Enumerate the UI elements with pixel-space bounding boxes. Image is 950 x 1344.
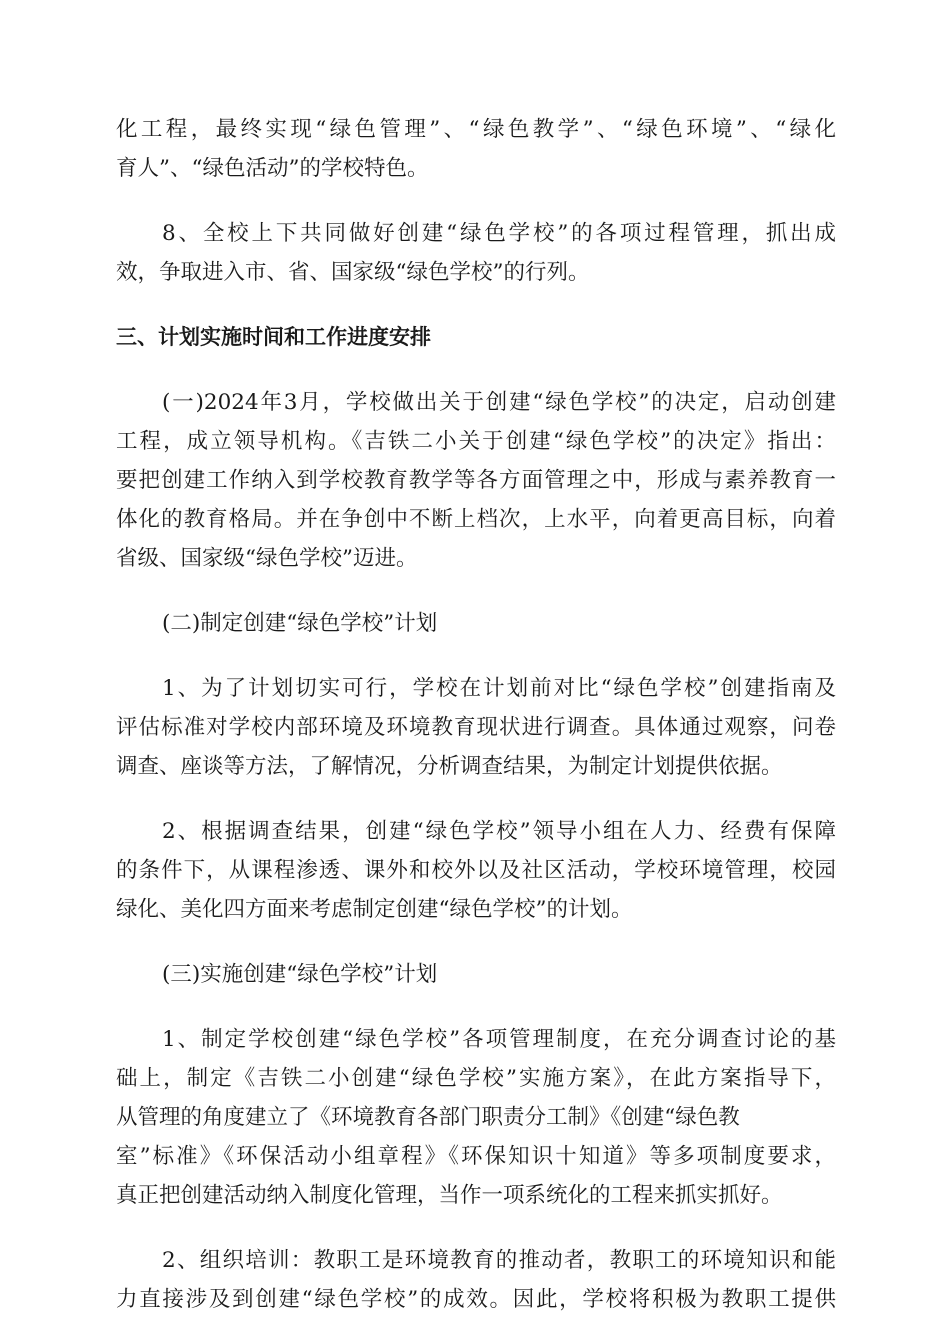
text-line: 从管理的角度建立了《环境教育各部门职责分工制》《创建“绿色教 xyxy=(116,1105,740,1130)
text-line: 1、为了计划切实可行，学校在计划前对比“绿色学校”创建指南及 xyxy=(162,676,836,701)
text-line: 室”标准》《环保活动小组章程》《环保知识十知道》等多项制度要求， xyxy=(116,1144,836,1169)
text-line: 力直接涉及到创建“绿色学校”的成效。因此，学校将积极为教职工提供 xyxy=(116,1287,836,1312)
text-line: 1、制定学校创建“绿色学校”各项管理制度，在充分调查讨论的基 xyxy=(162,1027,836,1052)
text-line: (三)实施创建“绿色学校”计划 xyxy=(162,962,438,987)
text-line: 8、全校上下共同做好创建“绿色学校”的各项过程管理，抓出成 xyxy=(162,221,836,246)
text-line: (二)制定创建“绿色学校”计划 xyxy=(162,611,438,636)
text-line: 要把创建工作纳入到学校教育教学等各方面管理之中，形成与素养教育一 xyxy=(116,468,836,493)
section-heading xyxy=(116,318,836,357)
text-line: (一)2024年3月，学校做出关于创建“绿色学校”的决定，启动创建 xyxy=(162,390,836,415)
text-line: 体化的教育格局。并在争创中不断上档次，上水平，向着更高目标，向着 xyxy=(116,507,836,532)
text-line: 化工程，最终实现“绿色管理”、“绿色教学”、“绿色环境”、“绿化 xyxy=(116,117,836,142)
document-page xyxy=(116,110,836,1319)
text-line: 2、根据调查结果，创建“绿色学校”领导小组在人力、经费有保障 xyxy=(162,819,836,844)
paragraph xyxy=(116,383,836,578)
paragraph xyxy=(116,214,836,292)
text-line: 真正把创建活动纳入制度化管理，当作一项系统化的工程来抓实抓好。 xyxy=(116,1183,783,1208)
text-line: 省级、国家级“绿色学校”迈进。 xyxy=(116,546,418,571)
text-line: 调查、座谈等方法，了解情况，分析调查结果，为制定计划提供依据。 xyxy=(116,754,783,779)
subheading-paragraph xyxy=(116,604,836,643)
text-line: 础上，制定《吉铁二小创建“绿色学校”实施方案》，在此方案指导下， xyxy=(116,1066,836,1091)
text-line: 绿化、美化四方面来考虑制定创建“绿色学校”的计划。 xyxy=(116,897,633,922)
paragraph xyxy=(116,110,836,188)
text-line: 2、组织培训：教职工是环境教育的推动者，教职工的环境知识和能 xyxy=(162,1248,836,1273)
text-line: 的条件下，从课程渗透、课外和校外以及社区活动，学校环境管理，校园 xyxy=(116,858,836,883)
text-line: 评估标准对学校内部环境及环境教育现状进行调查。具体通过观察，问卷 xyxy=(116,715,836,740)
text-line: 育人”、“绿色活动”的学校特色。 xyxy=(116,156,429,181)
subheading-paragraph xyxy=(116,955,836,994)
paragraph xyxy=(116,812,836,929)
text-line: 工程，成立领导机构。《吉铁二小关于创建“绿色学校”的决定》指出： xyxy=(116,429,836,454)
paragraph xyxy=(116,669,836,786)
paragraph xyxy=(116,1241,836,1319)
heading-text: 三、计划实施时间和工作进度安排 xyxy=(116,325,431,349)
text-line: 效，争取进入市、省、国家级“绿色学校”的行列。 xyxy=(116,260,590,285)
paragraph xyxy=(116,1020,836,1215)
